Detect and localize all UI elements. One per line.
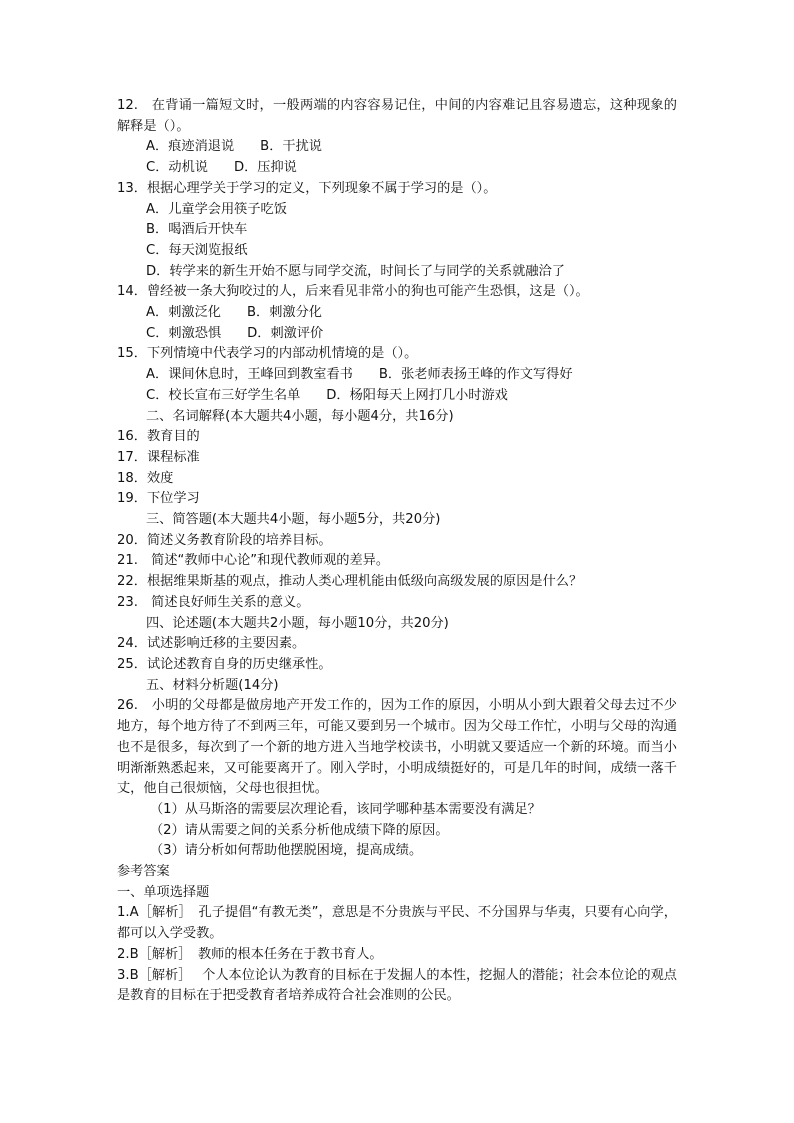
option-a: A．课间休息时，王峰回到教室看书 bbox=[146, 367, 353, 383]
essay-question: 24．试述影响迁移的主要因素。 bbox=[117, 636, 306, 652]
question-13: 13．根据心理学关于学习的定义，下列现象不属于学习的是（）。 bbox=[117, 180, 497, 196]
section-3-title: 三、简答题(本大题共4小题，每小题5分，共20分) bbox=[146, 512, 441, 528]
question-12-options-row2 bbox=[117, 158, 677, 179]
short-answer-question: 23. 简述良好师生关系的意义。 bbox=[117, 594, 310, 610]
question-12-options-row1 bbox=[117, 137, 677, 158]
section-5-title: 五、材料分析题(14分) bbox=[146, 677, 279, 693]
option-b: B．喝酒后开快车 bbox=[146, 222, 248, 238]
option-a: A．儿童学会用筷子吃饭 bbox=[146, 201, 287, 217]
term-question: 17．课程标准 bbox=[117, 449, 200, 465]
document-body bbox=[117, 96, 677, 1007]
term-question: 19．下位学习 bbox=[117, 491, 200, 507]
option-c: C．每天浏览报纸 bbox=[146, 242, 248, 258]
short-answer-question: 20．简述义务教育阶段的培养目标。 bbox=[117, 532, 332, 548]
option-b: B．干扰说 bbox=[260, 139, 322, 155]
case-subquestion: （3）请分析如何帮助他摆脱困境，提高成绩。 bbox=[150, 843, 423, 859]
option-d: D．杨阳每天上网打几小时游戏 bbox=[326, 387, 508, 403]
option-a: A．刺激泛化 bbox=[146, 305, 221, 321]
term-question: 16．教育目的 bbox=[117, 429, 200, 445]
option-c: C．校长宣布三好学生名单 bbox=[146, 387, 301, 403]
case-subquestion: （2）请从需要之间的关系分析他成绩下降的原因。 bbox=[150, 822, 449, 838]
question-15-options-row1 bbox=[117, 365, 677, 386]
question-12: 12. 在背诵一篇短文时，一般两端的内容容易记住，中间的内容难记且容易遗忘，这种现象的解释是（）。 bbox=[117, 98, 677, 134]
question-14-options-row1 bbox=[117, 303, 677, 324]
essay-question: 25．试论述教育自身的历史继承性。 bbox=[117, 656, 332, 672]
answer-item: 1.A［解析］ 孔子提倡“有教无类”，意思是不分贵族与平民、不分国界与华夷，只要有心向学，都可以入学受教。 bbox=[117, 905, 677, 942]
answer-item: 2.B［解析］ 教师的根本任务在于教书育人。 bbox=[117, 946, 383, 962]
short-answer-question: 22．根据维果斯基的观点，推动人类心理机能由低级向高级发展的原因是什么？ bbox=[117, 574, 583, 590]
option-b: B．张老师表扬王峰的作文写得好 bbox=[378, 367, 573, 383]
term-question: 18．效度 bbox=[117, 470, 174, 486]
option-d: D．转学来的新生开始不愿与同学交流，时间长了与同学的关系就融洽了 bbox=[146, 263, 565, 279]
answer-item: 3.B［解析］ 个人本位论认为教育的目标在于发掘人的本性，挖掘人的潜能；社会本位论的观点是教育的目标在于把受教育者培养成符合社会准则的公民。 bbox=[117, 967, 677, 1004]
answers-heading: 参考答案 bbox=[117, 864, 170, 880]
option-c: C．刺激恐惧 bbox=[146, 325, 222, 341]
answers-part-title: 一、单项选择题 bbox=[117, 884, 210, 900]
case-subquestion: （1）从马斯洛的需要层次理论看，该同学哪种基本需要没有满足？ bbox=[150, 801, 541, 817]
section-4-title: 四、论述题(本大题共2小题，每小题10分，共20分) bbox=[146, 615, 449, 631]
option-d: D．压抑说 bbox=[233, 160, 297, 176]
case-material: 26. 小明的父母都是做房地产开发工作的，因为工作的原因，小明从小到大跟着父母去过不少地方，每个地方待了不到两三年，可能又要到另一个城市。因为父母工作忙，小明与父母的沟通也不是很多，每次到了一个新的地方进入当地学校读书，小明就又要适应一个新的环境。而当小明渐渐熟悉起来，又可能要离开了。刚入学时，小明成绩挺好的，可是几年的时间，成绩一落千丈，他自己很烦恼，父母也很担忧。 bbox=[117, 698, 677, 797]
short-answer-question: 21. 简述“教师中心论”和现代教师观的差异。 bbox=[117, 553, 390, 569]
section-2-title: 二、名词解释(本大题共4小题，每小题4分，共16分) bbox=[146, 408, 454, 424]
option-c: C．动机说 bbox=[146, 160, 208, 176]
option-b: B．刺激分化 bbox=[246, 305, 322, 321]
option-d: D．刺激评价 bbox=[247, 325, 324, 341]
question-14: 14．曾经被一条大狗咬过的人，后来看见非常小的狗也可能产生恐惧，这是（）。 bbox=[117, 284, 589, 300]
option-a: A．痕迹消退说 bbox=[146, 139, 235, 155]
question-15-options-row2 bbox=[117, 386, 677, 407]
question-15: 15．下列情境中代表学习的内部动机情境的是（）。 bbox=[117, 346, 418, 362]
question-14-options-row2 bbox=[117, 324, 677, 345]
